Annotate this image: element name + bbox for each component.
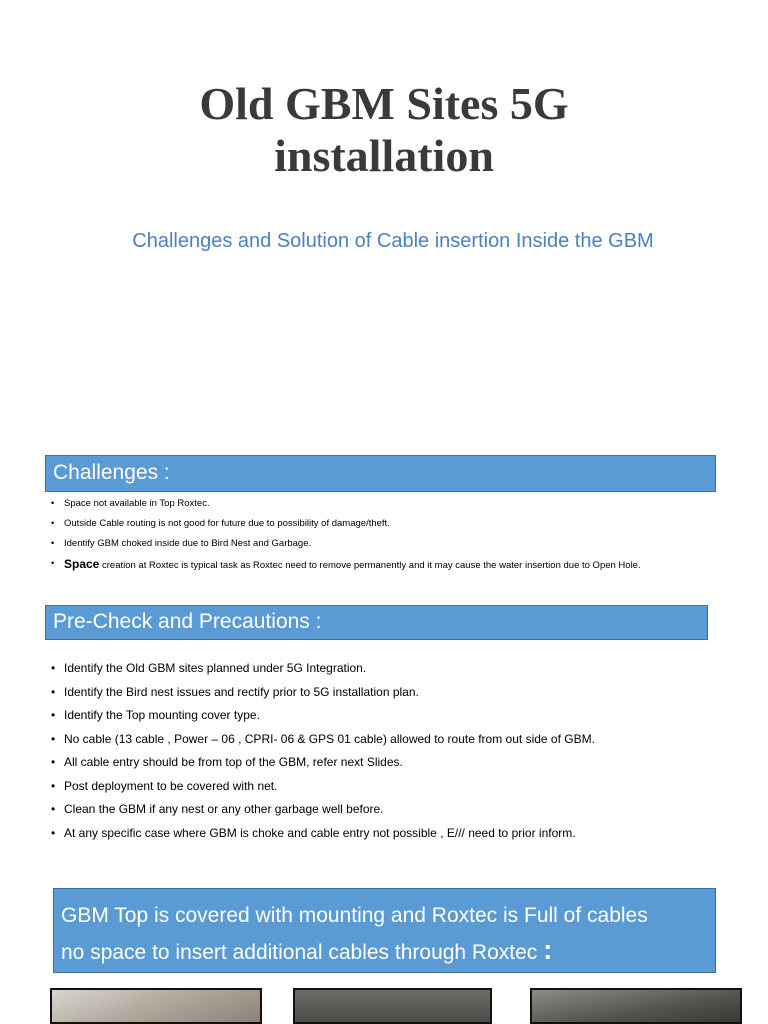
gbm-note-box — [53, 888, 716, 973]
gbm-note-line-1: GBM Top is covered with mounting and Roxtec is Full of cables — [61, 904, 648, 927]
gbm-note-line-2-text: no space to insert additional cables through Roxtec — [61, 941, 538, 964]
list-item: • At any specific case where GBM is choke and cable entry not possible , E/// need to prior inform. — [48, 824, 728, 848]
list-item: • Identify GBM choked inside due to Bird Nest and Garbage. — [48, 537, 748, 557]
list-item: • No cable (13 cable , Power – 06 , CPRI- 06 & GPS 01 cable) allowed to route from out side of GBM. — [48, 730, 728, 754]
list-item-rest: creation at Roxtec is typical task as Roxtec need to remove permanently and it may cause the water insertion due to Open Hole. — [99, 560, 641, 571]
list-item: • Clean the GBM if any nest or any other garbage well before. — [48, 800, 728, 824]
gbm-photo-1 — [50, 988, 262, 1024]
slide-title — [0, 78, 768, 182]
list-item — [48, 557, 748, 577]
list-item: • Space not available in Top Roxtec. — [48, 497, 748, 517]
list-item: • Outside Cable routing is not good for future due to possibility of damage/theft. — [48, 517, 748, 537]
gbm-photo-2 — [293, 988, 492, 1024]
title-line-1: Old GBM Sites 5G — [199, 78, 569, 129]
challenges-heading: Challenges : — [45, 455, 716, 492]
gbm-photo-3 — [530, 988, 742, 1024]
list-item: • Identify the Old GBM sites planned under 5G Integration. — [48, 659, 728, 683]
title-line-2: installation — [274, 130, 494, 181]
list-item-lead: Space — [64, 557, 100, 571]
precheck-list — [48, 659, 728, 847]
gbm-note-colon: : — [543, 934, 553, 965]
list-item: • Identify the Bird nest issues and rectify prior to 5G installation plan. — [48, 683, 728, 707]
list-item: • Post deployment to be covered with net. — [48, 777, 728, 801]
list-item: • Identify the Top mounting cover type. — [48, 706, 728, 730]
list-item: • All cable entry should be from top of the GBM, refer next Slides. — [48, 753, 728, 777]
gbm-note-line-2 — [61, 933, 715, 970]
slide-subtitle: Challenges and Solution of Cable insertion Inside the GBM — [132, 230, 654, 252]
challenges-list — [48, 497, 748, 577]
precheck-heading: Pre-Check and Precautions : — [45, 605, 708, 640]
